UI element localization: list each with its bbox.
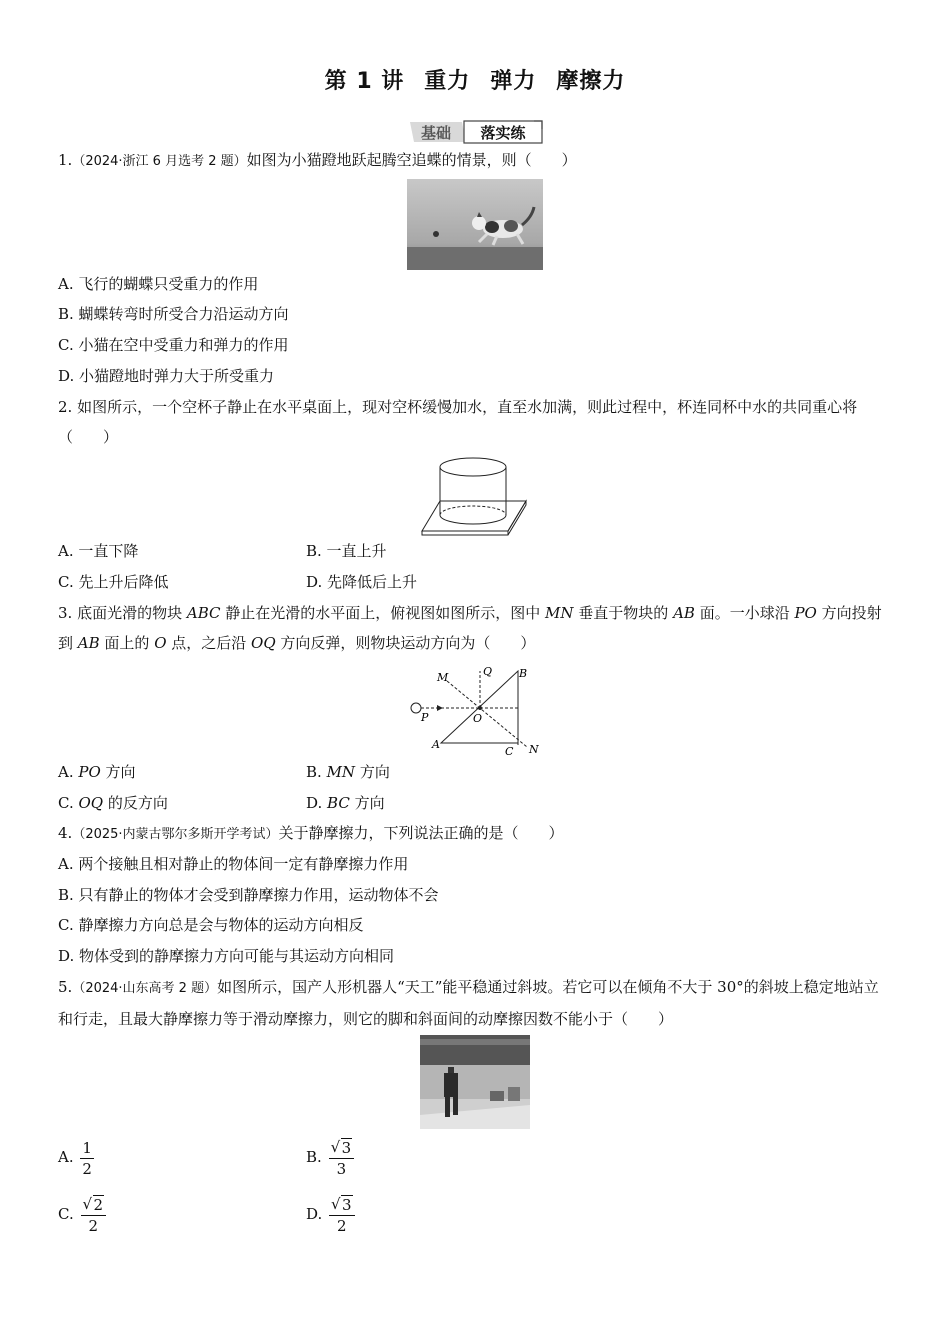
q2-option-c: C. 先上升后降低 (58, 573, 169, 591)
q4-option-c: C. 静摩擦力方向总是会与物体的运动方向相反 (58, 916, 364, 934)
q4-option-b: B. 只有静止的物体才会受到静摩擦力作用，运动物体不会 (58, 886, 439, 904)
q5-option-b: B. √ 3 3 (306, 1136, 354, 1179)
q3-option-c: C. OQ 的反方向 (58, 794, 168, 812)
q3-option-d: D. BC 方向 (306, 794, 385, 812)
question-2-stem: 2. 如图所示，一个空杯子静止在水平桌面上，现对空杯缓慢加水，直至水加满，则此过程中，杯连同杯中水的共同重心将（ ） (58, 398, 858, 446)
q5-option-b-fraction: √ 3 3 (329, 1138, 355, 1179)
block-reflection-diagram (405, 661, 545, 759)
q5-option-a-fraction: $\frac{1}{2}$ (82, 1138, 92, 1178)
question-4-source: （2025·内蒙古鄂尔多斯开学考试） (72, 827, 279, 842)
question-1-source: （2024·浙江 6 月选考 2 题） (72, 154, 247, 169)
svg-text:Q: Q (483, 665, 493, 678)
humanoid-robot-photo (420, 1035, 530, 1129)
svg-text:C: C (505, 745, 514, 758)
q3-option-b: B. MN 方向 (306, 763, 390, 781)
page-title (0, 64, 950, 95)
q3-option-a: A. PO 方向 (58, 763, 136, 781)
q1-option-b: B. 蝴蝶转弯时所受合力沿运动方向 (58, 305, 289, 323)
q5-option-c-fraction: √ 2 2 (81, 1195, 107, 1236)
title-lesson: 第 1 讲 (324, 69, 405, 94)
svg-text:A: A (432, 738, 440, 751)
question-5-source: （2024·山东高考 2 题） (72, 981, 218, 996)
title-gravity: 重力 (424, 69, 471, 94)
svg-text:N: N (529, 743, 539, 756)
q2-option-a: A. 一直下降 (58, 542, 139, 560)
cat-butterfly-photo (407, 179, 543, 270)
svg-text:O: O (473, 712, 483, 725)
q1-option-a: A. 飞行的蝴蝶只受重力的作用 (58, 275, 259, 293)
title-elastic: 弹力 (490, 69, 537, 94)
question-1-stem: 1.（2024·浙江 6 月选考 2 题）如图为小猫蹬地跃起腾空追蝶的情景，则（ ） (58, 151, 577, 169)
svg-text:B: B (519, 667, 528, 680)
svg-text:M: M (437, 671, 449, 684)
banner-right-text: 落实练 (480, 124, 526, 142)
q5-option-a: A. $\frac{1}{2}$ (58, 1138, 92, 1178)
q2-option-b: B. 一直上升 (306, 542, 387, 560)
question-5-stem: 5.（2024·山东高考 2 题）如图所示，国产人形机器人“天工”能平稳通过斜坡。若它可以在倾角不大于 30°的斜坡上稳定地站立和行走，且最大静摩擦力等于滑动摩擦力，则它的脚和斜面间的动摩擦因数不能小于（ ） (58, 978, 879, 1028)
question-4-stem: 4.（2025·内蒙古鄂尔多斯开学考试）关于静摩擦力，下列说法正确的是（ ） (58, 824, 564, 842)
section-banner (408, 118, 548, 146)
q4-option-a: A. 两个接触且相对静止的物体间一定有静摩擦力作用 (58, 855, 409, 873)
q4-option-d: D. 物体受到的静摩擦力方向可能与其运动方向相同 (58, 947, 395, 965)
cup-on-table-figure (420, 453, 530, 537)
title-friction: 摩擦力 (556, 69, 626, 94)
q5-option-c: C. √ 2 2 (58, 1193, 106, 1236)
question-3-stem: 3. 底面光滑的物块 ABC 静止在光滑的水平面上，俯视图如图所示，图中 MN 垂直于物块的 AB 面。一小球沿 PO 方向投射到 AB 面上的 O 点，之后沿 OQ 方向反弹，则物块运动方向为（ ） (58, 604, 882, 652)
svg-text:P: P (421, 711, 429, 724)
q5-option-d-fraction: √ 3 2 (329, 1195, 355, 1236)
q5-option-d: D. √ 3 2 (306, 1193, 355, 1236)
q1-option-c: C. 小猫在空中受重力和弹力的作用 (58, 336, 289, 354)
q2-option-d: D. 先降低后上升 (306, 573, 418, 591)
banner-left-text: 基础 (420, 124, 452, 142)
q1-option-d: D. 小猫蹬地时弹力大于所受重力 (58, 367, 275, 385)
